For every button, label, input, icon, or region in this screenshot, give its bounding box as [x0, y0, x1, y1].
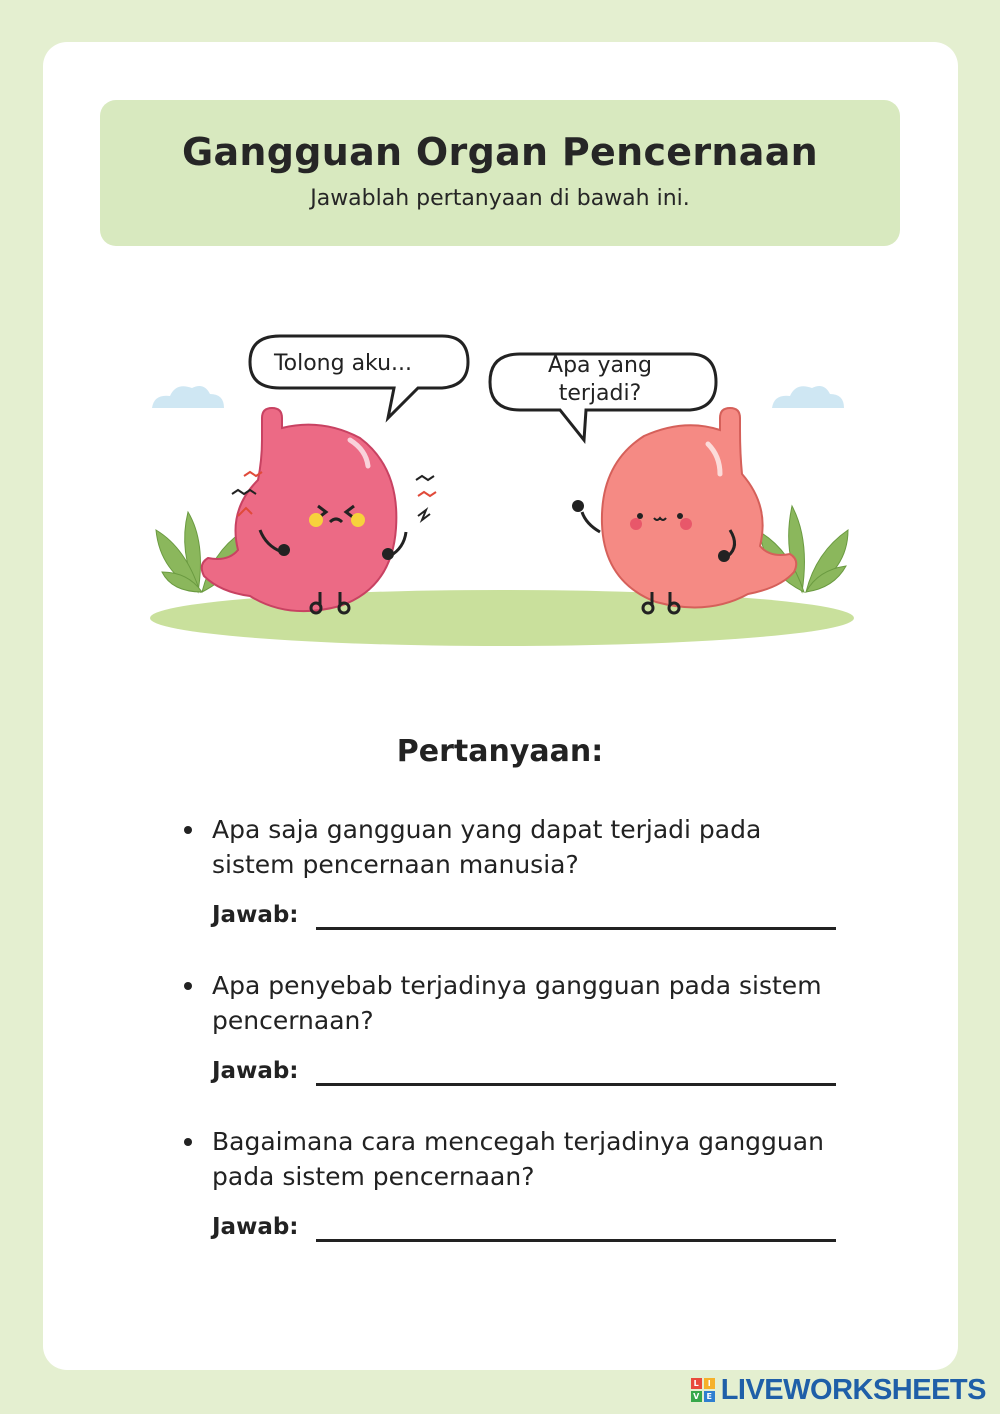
logo-letter: L — [691, 1378, 702, 1389]
question-item — [184, 1124, 844, 1244]
question-text: Apa penyebab terjadinya gangguan pada sistem pencernaan? — [212, 971, 822, 1035]
title-banner — [100, 100, 900, 246]
answer-label: Jawab: — [212, 1058, 299, 1084]
question-item — [184, 812, 844, 932]
brand-name: LIVEWORKSHEETS — [720, 1373, 986, 1406]
bullet-icon — [184, 982, 192, 990]
speech-bubble-left — [250, 336, 468, 418]
cloud-icon — [152, 386, 224, 408]
answer-row — [212, 1050, 836, 1090]
bullet-icon — [184, 1138, 192, 1146]
question-text: Apa saja gangguan yang dapat terjadi pada sistem pencernaan manusia? — [212, 815, 762, 879]
answer-input[interactable] — [316, 1239, 836, 1242]
logo-letter: I — [704, 1378, 715, 1389]
answer-label: Jawab: — [212, 1214, 299, 1240]
question-text: Bagaimana cara mencegah terjadinya gangguan pada sistem pencernaan? — [212, 1127, 824, 1191]
illustration — [140, 320, 860, 660]
logo-letter: E — [704, 1391, 715, 1402]
questions-heading: Pertanyaan: — [396, 734, 604, 769]
liveworksheets-brand[interactable] — [691, 1374, 986, 1406]
logo-letter: V — [691, 1391, 702, 1402]
speech-text-right-line2: terjadi? — [558, 381, 642, 406]
answer-label: Jawab: — [212, 902, 299, 928]
curious-stomach-icon — [572, 408, 796, 613]
cloud-icon — [772, 386, 844, 408]
page-subtitle: Jawablah pertanyaan di bawah ini. — [310, 186, 690, 211]
liveworksheets-logo-icon — [691, 1378, 715, 1402]
bullet-icon — [184, 826, 192, 834]
speech-text-right-line1: Apa yang — [548, 353, 652, 378]
speech-text-left: Tolong aku... — [273, 351, 413, 376]
page-title: Gangguan Organ Pencernaan — [181, 130, 819, 174]
question-item — [184, 968, 844, 1088]
answer-row — [212, 894, 836, 934]
answer-row — [212, 1206, 836, 1246]
sad-stomach-icon — [202, 408, 436, 613]
answer-input[interactable] — [316, 927, 836, 930]
answer-input[interactable] — [316, 1083, 836, 1086]
